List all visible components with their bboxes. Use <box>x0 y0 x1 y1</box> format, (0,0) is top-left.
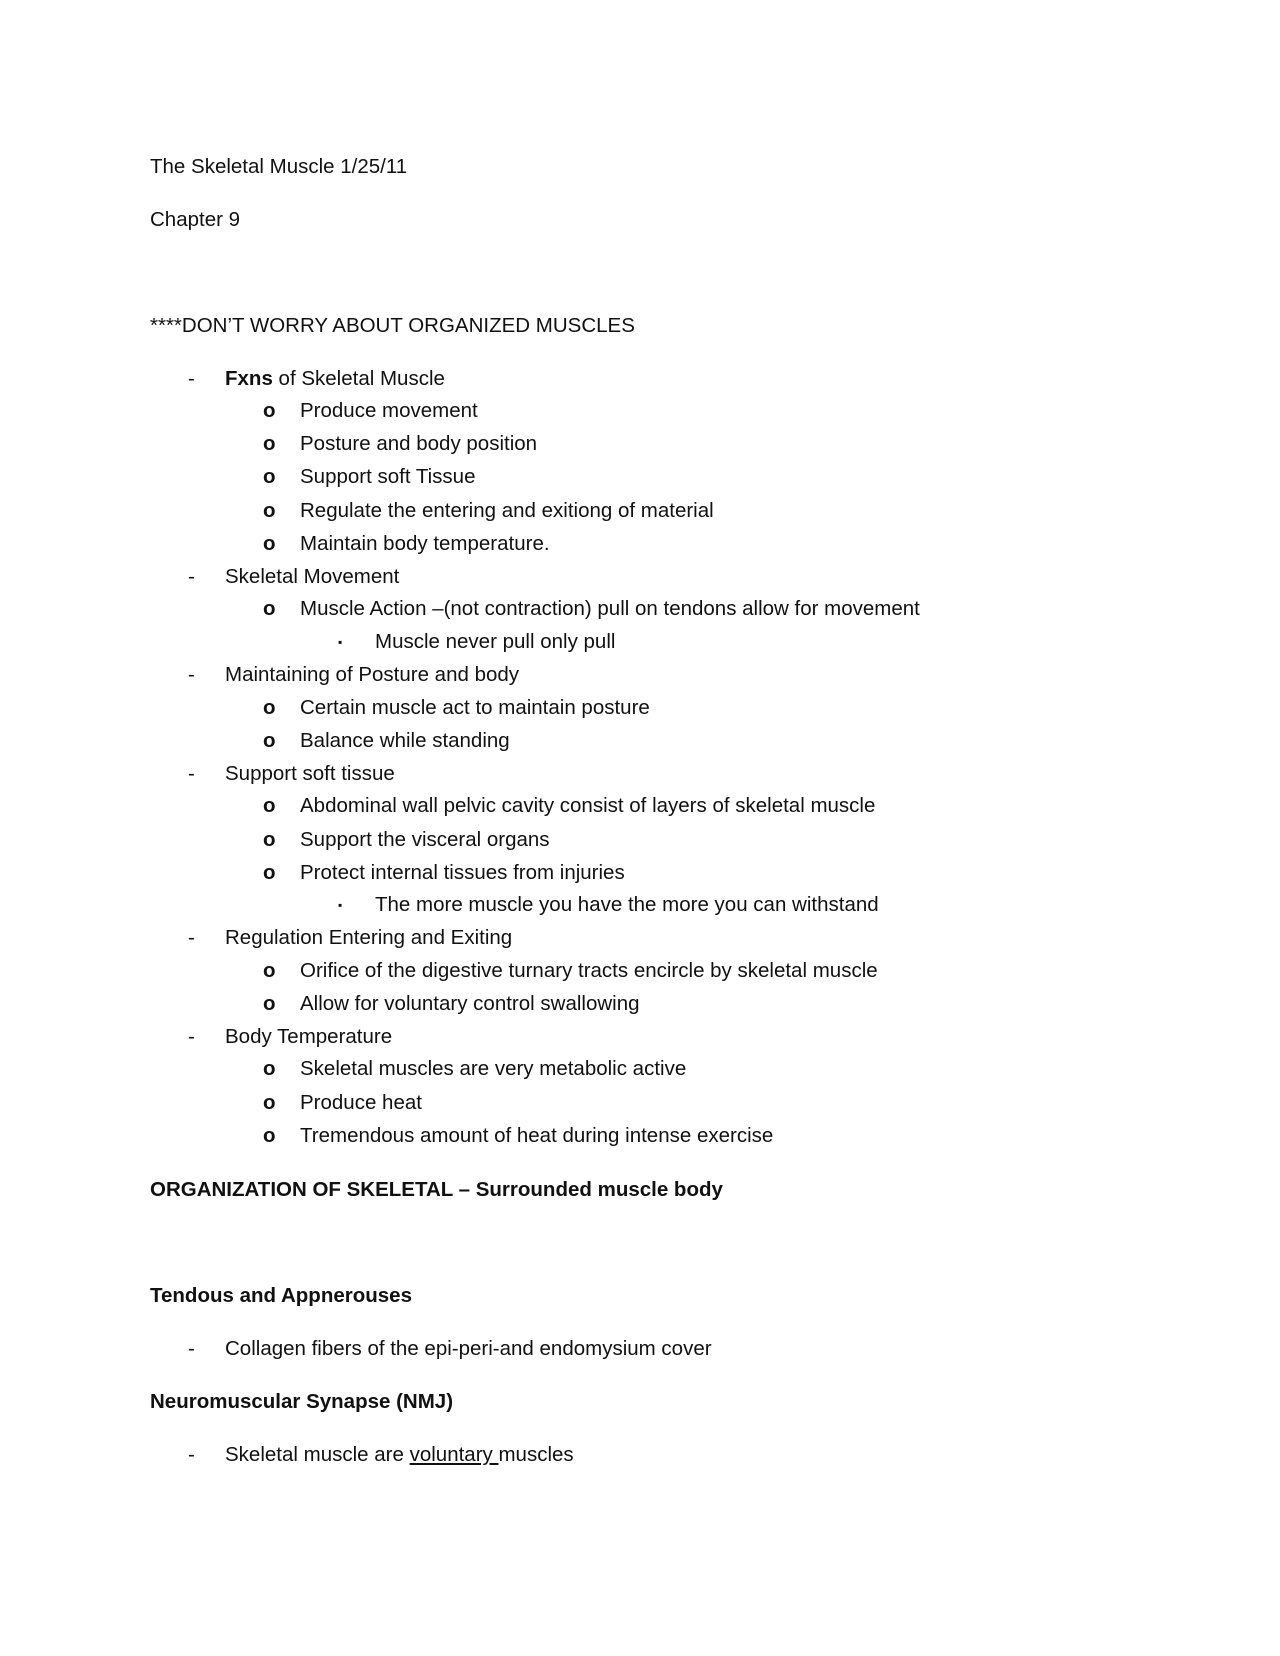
circle-bullet: o <box>263 959 276 982</box>
nmj-item-underlined: voluntary <box>409 1443 499 1466</box>
dash-bullet: - <box>188 762 195 785</box>
nmj-item-after: muscles <box>498 1443 574 1466</box>
circle-bullet: o <box>263 1091 276 1114</box>
sub-item: Produce heat <box>300 1091 422 1114</box>
sub-item: Regulate the entering and exitiong of material <box>300 499 714 522</box>
nmj-item <box>225 1445 574 1466</box>
sub-sub-item: The more muscle you have the more you can withstand <box>375 893 879 916</box>
section-heading-tendons: Tendous and Appnerouses <box>150 1284 412 1307</box>
circle-bullet: o <box>263 1124 276 1147</box>
chapter-label: Chapter 9 <box>150 208 241 231</box>
outline-item-text: of Skeletal Muscle <box>272 367 445 390</box>
note-line: ****DON’T WORRY ABOUT ORGANIZED MUSCLES <box>150 314 635 337</box>
nmj-item-before: Skeletal muscle are <box>225 1443 410 1466</box>
circle-bullet: o <box>263 828 276 851</box>
sub-item: Posture and body position <box>300 432 538 455</box>
outline-item-regulation: Regulation Entering and Exiting <box>225 926 513 949</box>
dash-bullet: - <box>188 663 195 686</box>
dash-bullet: - <box>188 565 195 588</box>
dash-bullet: - <box>188 926 195 949</box>
sub-item: Allow for voluntary control swallowing <box>300 992 640 1015</box>
outline-item-support: Support soft tissue <box>225 762 395 785</box>
square-bullet: ▪ <box>338 898 343 912</box>
circle-bullet: o <box>263 696 276 719</box>
sub-item: Maintain body temperature. <box>300 532 550 555</box>
outline-item-bold: Fxns <box>225 367 273 390</box>
document-title: The Skeletal Muscle 1/25/11 <box>150 155 408 178</box>
dash-bullet: - <box>188 1337 195 1360</box>
outline-item-posture: Maintaining of Posture and body <box>225 663 520 686</box>
section-heading-nmj: Neuromuscular Synapse (NMJ) <box>150 1390 454 1413</box>
sub-item: Muscle Action –(not contraction) pull on tendons allow for movement <box>300 597 920 620</box>
sub-item: Tremendous amount of heat during intense exercise <box>300 1124 774 1147</box>
circle-bullet: o <box>263 465 276 488</box>
circle-bullet: o <box>263 499 276 522</box>
outline-item-skeletal-movement: Skeletal Movement <box>225 565 400 588</box>
circle-bullet: o <box>263 532 276 555</box>
circle-bullet: o <box>263 399 276 422</box>
sub-item: Protect internal tissues from injuries <box>300 861 625 884</box>
circle-bullet: o <box>263 432 276 455</box>
circle-bullet: o <box>263 992 276 1015</box>
outline-item-body-temperature: Body Temperature <box>225 1025 393 1048</box>
circle-bullet: o <box>263 1057 276 1080</box>
sub-item: Skeletal muscles are very metabolic active <box>300 1057 687 1080</box>
outline-item-functions <box>225 369 445 390</box>
dash-bullet: - <box>188 367 195 390</box>
sub-item: Abdominal wall pelvic cavity consist of layers of skeletal muscle <box>300 794 876 817</box>
tendons-item: Collagen fibers of the epi-peri-and endomysium cover <box>225 1337 712 1360</box>
sub-sub-item: Muscle never pull only pull <box>375 630 616 653</box>
dash-bullet: - <box>188 1443 195 1466</box>
square-bullet: ▪ <box>338 635 343 649</box>
circle-bullet: o <box>263 861 276 884</box>
sub-item: Produce movement <box>300 399 478 422</box>
sub-item: Certain muscle act to maintain posture <box>300 696 650 719</box>
circle-bullet: o <box>263 597 276 620</box>
circle-bullet: o <box>263 729 276 752</box>
section-heading-organization: ORGANIZATION OF SKELETAL – Surrounded muscle body <box>150 1178 723 1201</box>
sub-item: Orifice of the digestive turnary tracts encircle by skeletal muscle <box>300 959 878 982</box>
sub-item: Support soft Tissue <box>300 465 476 488</box>
dash-bullet: - <box>188 1025 195 1048</box>
sub-item: Balance while standing <box>300 729 510 752</box>
circle-bullet: o <box>263 794 276 817</box>
sub-item: Support the visceral organs <box>300 828 550 851</box>
